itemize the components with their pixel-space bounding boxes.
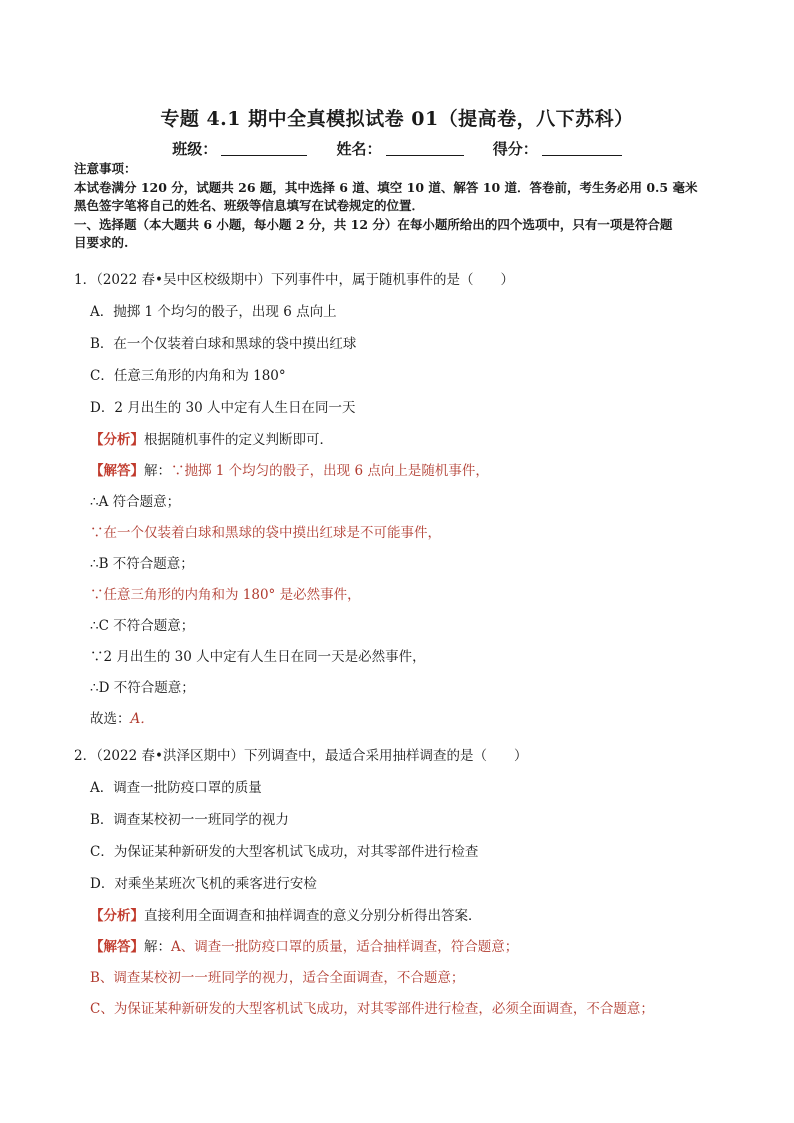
- answer-intro: 解：: [144, 463, 171, 479]
- question-stem: 2．（2022 春•洪泽区期中）下列调查中，最适合采用抽样调查的是（ ）: [74, 748, 528, 764]
- score-label: 得分：: [492, 140, 538, 158]
- answer-text: ∵抛掷 1 个均匀的骰子，出现 6 点向上是随机事件，: [171, 463, 489, 479]
- answer-line-3: ∵在一个仅装着白球和黑球的袋中摸出红球是不可能事件，: [90, 525, 441, 541]
- question-2: [74, 746, 754, 1030]
- class-label: 班级：: [172, 140, 218, 158]
- class-blank[interactable]: [221, 141, 307, 156]
- analysis-text: 根据随机事件的定义判断即可．: [144, 432, 333, 448]
- choose-line: [74, 709, 754, 740]
- answer-line-2: B、调查某校初一一班同学的视力，适合全面调查，不合题意；: [90, 970, 465, 986]
- answer-tag: 【解答】: [90, 463, 144, 479]
- section-heading-line-2: 目要求的.: [74, 235, 129, 250]
- option-a: A．抛掷 1 个均匀的骰子，出现 6 点向上: [90, 304, 337, 320]
- option-c: C．为保证某种新研发的大型客机试飞成功，对其零部件进行检查: [90, 844, 479, 860]
- choose-value: A．: [130, 711, 154, 727]
- answer-tag: 【解答】: [90, 939, 144, 955]
- notes-heading: 注意事项：: [74, 161, 137, 176]
- score-field: [493, 140, 622, 158]
- option-d: D．2 月出生的 30 人中定有人生日在同一天: [90, 400, 356, 416]
- choose-prefix: 故选：: [90, 711, 131, 727]
- class-field: [172, 140, 312, 158]
- answer-line-6: ∴C 不符合题意；: [90, 618, 195, 634]
- answer-line-7: ∵2 月出生的 30 人中定有人生日在同一天是必然事件，: [90, 649, 426, 665]
- answer-line-4: ∴B 不符合题意；: [90, 556, 194, 572]
- answer-line-8: ∴D 不符合题意；: [90, 680, 195, 696]
- answer-line-3: C、为保证某种新研发的大型客机试飞成功，对其零部件进行检查，必须全面调查，不合题意；: [90, 1001, 654, 1017]
- option-b: B．调查某校初一一班同学的视力: [90, 812, 289, 828]
- analysis-text: 直接利用全面调查和抽样调查的意义分别分析得出答案．: [144, 908, 482, 924]
- answer-text: A、调查一批防疫口罩的质量，适合抽样调查，符合题意；: [171, 939, 519, 955]
- option-b: B．在一个仅装着白球和黑球的袋中摸出红球: [90, 336, 357, 352]
- student-info-line: [0, 138, 794, 159]
- analysis-tag: 【分析】: [90, 908, 144, 924]
- analysis-tag: 【分析】: [90, 432, 144, 448]
- notes-line-1: 本试卷满分 120 分，试题共 26 题，其中选择 6 道、填空 10 道、解答 10 道．答卷前，考生务必用 0.5 毫米: [74, 179, 698, 195]
- section-heading-line-1: 一、选择题（本大题共 6 小题，每小题 2 分，共 12 分）在每小题所给出的四个选项中，只有一项是符合题: [74, 216, 673, 232]
- score-blank[interactable]: [542, 141, 622, 156]
- answer-line-0: [74, 461, 754, 492]
- name-field: [336, 140, 468, 158]
- answer-intro: 解：: [144, 939, 171, 955]
- answer-line-2: ∴A 符合题意；: [90, 494, 181, 510]
- answer-line-0: [74, 937, 754, 968]
- notes-line-2: 黑色签字笔将自己的姓名、班级等信息填写在试卷规定的位置．: [74, 198, 425, 213]
- answer-line-5: ∵任意三角形的内角和为 180° 是必然事件，: [90, 587, 361, 603]
- option-a: A．调查一批防疫口罩的质量: [90, 780, 262, 796]
- option-d: D．对乘坐某班次飞机的乘客进行安检: [90, 876, 317, 892]
- question-1: [74, 270, 754, 740]
- name-label: 姓名：: [336, 140, 382, 158]
- analysis-line: [74, 906, 754, 937]
- analysis-line: [74, 430, 754, 461]
- option-c: C．任意三角形的内角和为 180°: [90, 368, 286, 384]
- question-stem: 1．（2022 春•吴中区校级期中）下列事件中，属于随机事件的是（ ）: [74, 272, 514, 288]
- page-title: 专题 4.1 期中全真模拟试卷 01（提高卷，八下苏科）: [160, 108, 634, 130]
- exam-notes: [74, 160, 734, 253]
- name-blank[interactable]: [386, 141, 464, 156]
